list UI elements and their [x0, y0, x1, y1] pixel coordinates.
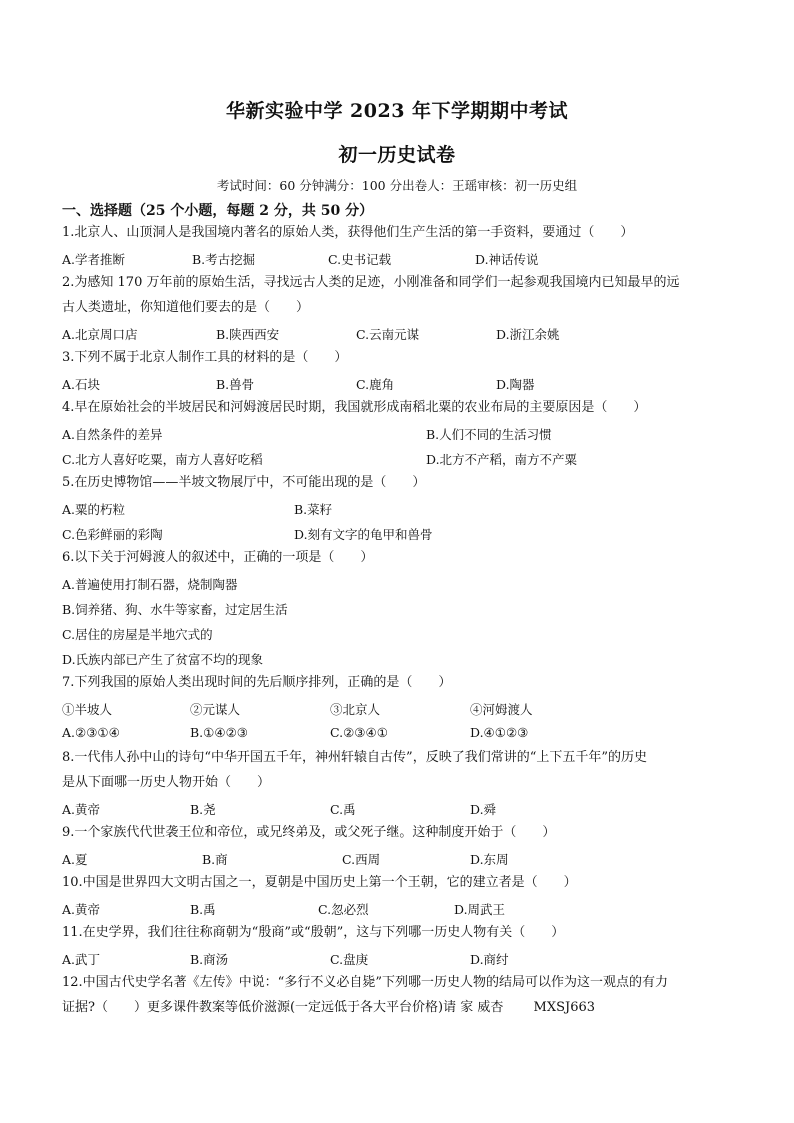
q2-option-c: C.云南元谋 [356, 327, 420, 342]
q7-item-4: ④河姆渡人 [470, 702, 533, 717]
exam-title: 华新实验中学 2023 年下学期期中考试 [225, 100, 569, 122]
q1-option-b: B.考古挖掘 [192, 252, 256, 267]
q8-option-d: D.舜 [470, 802, 497, 817]
q7-option-b: B.①④②③ [190, 725, 248, 740]
q1-option-d: D.神话传说 [475, 252, 539, 267]
q10-option-a: A.黄帝 [62, 902, 101, 917]
q5-option-d: D.刻有文字的龟甲和兽骨 [294, 527, 433, 542]
q3-option-d: D.陶器 [496, 377, 535, 392]
question-4-text: 4.早在原始社会的半坡居民和河姆渡居民时期，我国就形成南稻北粟的农业布局的主要原因是（ ） [62, 400, 647, 415]
question-12-text: 12.中国古代史学名著《左传》中说：“多行不义必自毙”下列哪一历史人物的结局可以作为这一观点的有力 [62, 975, 668, 990]
q9-option-d: D.东周 [470, 852, 509, 867]
question-11-text: 11.在史学界，我们往往称商朝为“殷商”或“殷朝”，这与下列哪一历史人物有关（ ） [62, 925, 565, 940]
question-7-text: 7.下列我国的原始人类出现时间的先后顺序排列，正确的是（ ） [62, 675, 452, 690]
q2-option-a: A.北京周口店 [62, 327, 138, 342]
q4-option-d: D.北方不产稻，南方不产粟 [426, 452, 578, 467]
question-10-text: 10.中国是世界四大文明古国之一，夏朝是中国历史上第一个王朝，它的建立者是（ ） [62, 875, 577, 890]
q7-item-2: ②元谋人 [190, 702, 241, 717]
q5-option-b: B.菜籽 [294, 502, 333, 517]
q7-option-a: A.②③①④ [62, 725, 120, 740]
q7-option-c: C.②③④① [330, 725, 388, 740]
q4-option-c: C.北方人喜好吃粟，南方人喜好吃稻 [62, 452, 263, 467]
q11-option-c: C.盘庚 [330, 952, 369, 967]
question-2-text-cont: 古人类遗址，你知道他们要去的是（ ） [62, 300, 310, 315]
q6-option-d: D.氏族内部已产生了贫富不均的现象 [62, 652, 264, 667]
q1-option-c: C.史书记载 [328, 252, 392, 267]
question-8-text: 8.一代伟人孙中山的诗句“中华开国五千年，神州轩辕自古传”，反映了我们常讲的“上下五千年”的历史 [62, 750, 647, 765]
q3-option-c: C.鹿角 [356, 377, 395, 392]
q10-option-c: C.忽必烈 [318, 902, 369, 917]
q7-item-1: ①半坡人 [62, 702, 113, 717]
q9-option-c: C.西周 [342, 852, 381, 867]
question-6-text: 6.以下关于河姆渡人的叙述中，正确的一项是（ ） [62, 550, 374, 565]
q7-option-d: D.④①②③ [470, 725, 529, 740]
exam-subtitle: 初一历史试卷 [338, 144, 456, 166]
q5-option-c: C.色彩鲜丽的彩陶 [62, 527, 163, 542]
question-3-text: 3.下列不属于北京人制作工具的材料的是（ ） [62, 350, 348, 365]
q8-option-c: C.禹 [330, 802, 356, 817]
question-1-text: 1.北京人、山顶洞人是我国境内著名的原始人类，获得他们生产生活的第一手资料，要通过（ ） [62, 225, 634, 240]
question-8-text-cont: 是从下面哪一历史人物开始（ ） [62, 775, 271, 790]
q11-option-b: B.商汤 [190, 952, 229, 967]
question-5-text: 5.在历史博物馆——半坡文物展厅中，不可能出现的是（ ） [62, 475, 426, 490]
q6-option-c: C.居住的房屋是半地穴式的 [62, 627, 213, 642]
q6-option-a: A.普遍使用打制石器，烧制陶器 [62, 577, 238, 592]
q10-option-d: D.周武王 [454, 902, 506, 917]
q3-option-a: A.石块 [62, 377, 101, 392]
question-2-text: 2.为感知 170 万年前的原始生活，寻找远古人类的足迹，小刚准备和同学们一起参观我国境内已知最早的远 [62, 275, 680, 290]
q9-option-a: A.夏 [62, 852, 88, 867]
q2-option-d: D.浙江余姚 [496, 327, 560, 342]
question-12-text-cont: 证据?（ ）更多课件教案等低价滋源(一定远低于各大平台价格)请 家 威杏 MXSJ663 [62, 1000, 596, 1015]
q6-option-b: B.饲养猪、狗、水牛等家畜，过定居生活 [62, 602, 288, 617]
q7-item-3: ③北京人 [330, 702, 381, 717]
q4-option-a: A.自然条件的差异 [62, 427, 163, 442]
q5-option-a: A.粟的朽粒 [62, 502, 126, 517]
q11-option-a: A.武丁 [62, 952, 101, 967]
q4-option-b: B.人们不同的生活习惯 [426, 427, 552, 442]
q3-option-b: B.兽骨 [216, 377, 255, 392]
q2-option-b: B.陕西西安 [216, 327, 280, 342]
q8-option-a: A.黄帝 [62, 802, 101, 817]
q8-option-b: B.尧 [190, 802, 216, 817]
q9-option-b: B.商 [202, 852, 228, 867]
q10-option-b: B.禹 [190, 902, 216, 917]
q1-option-a: A.学者推断 [62, 252, 126, 267]
section-heading: 一、选择题（25 个小题，每题 2 分，共 50 分） [62, 203, 374, 219]
exam-info: 考试时间：60 分钟满分：100 分出卷人：王瑶审核：初一历史组 [216, 178, 578, 193]
q11-option-d: D.商纣 [470, 952, 509, 967]
question-9-text: 9.一个家族代代世袭王位和帝位，或兄终弟及，或父死子继。这种制度开始于（ ） [62, 825, 556, 840]
